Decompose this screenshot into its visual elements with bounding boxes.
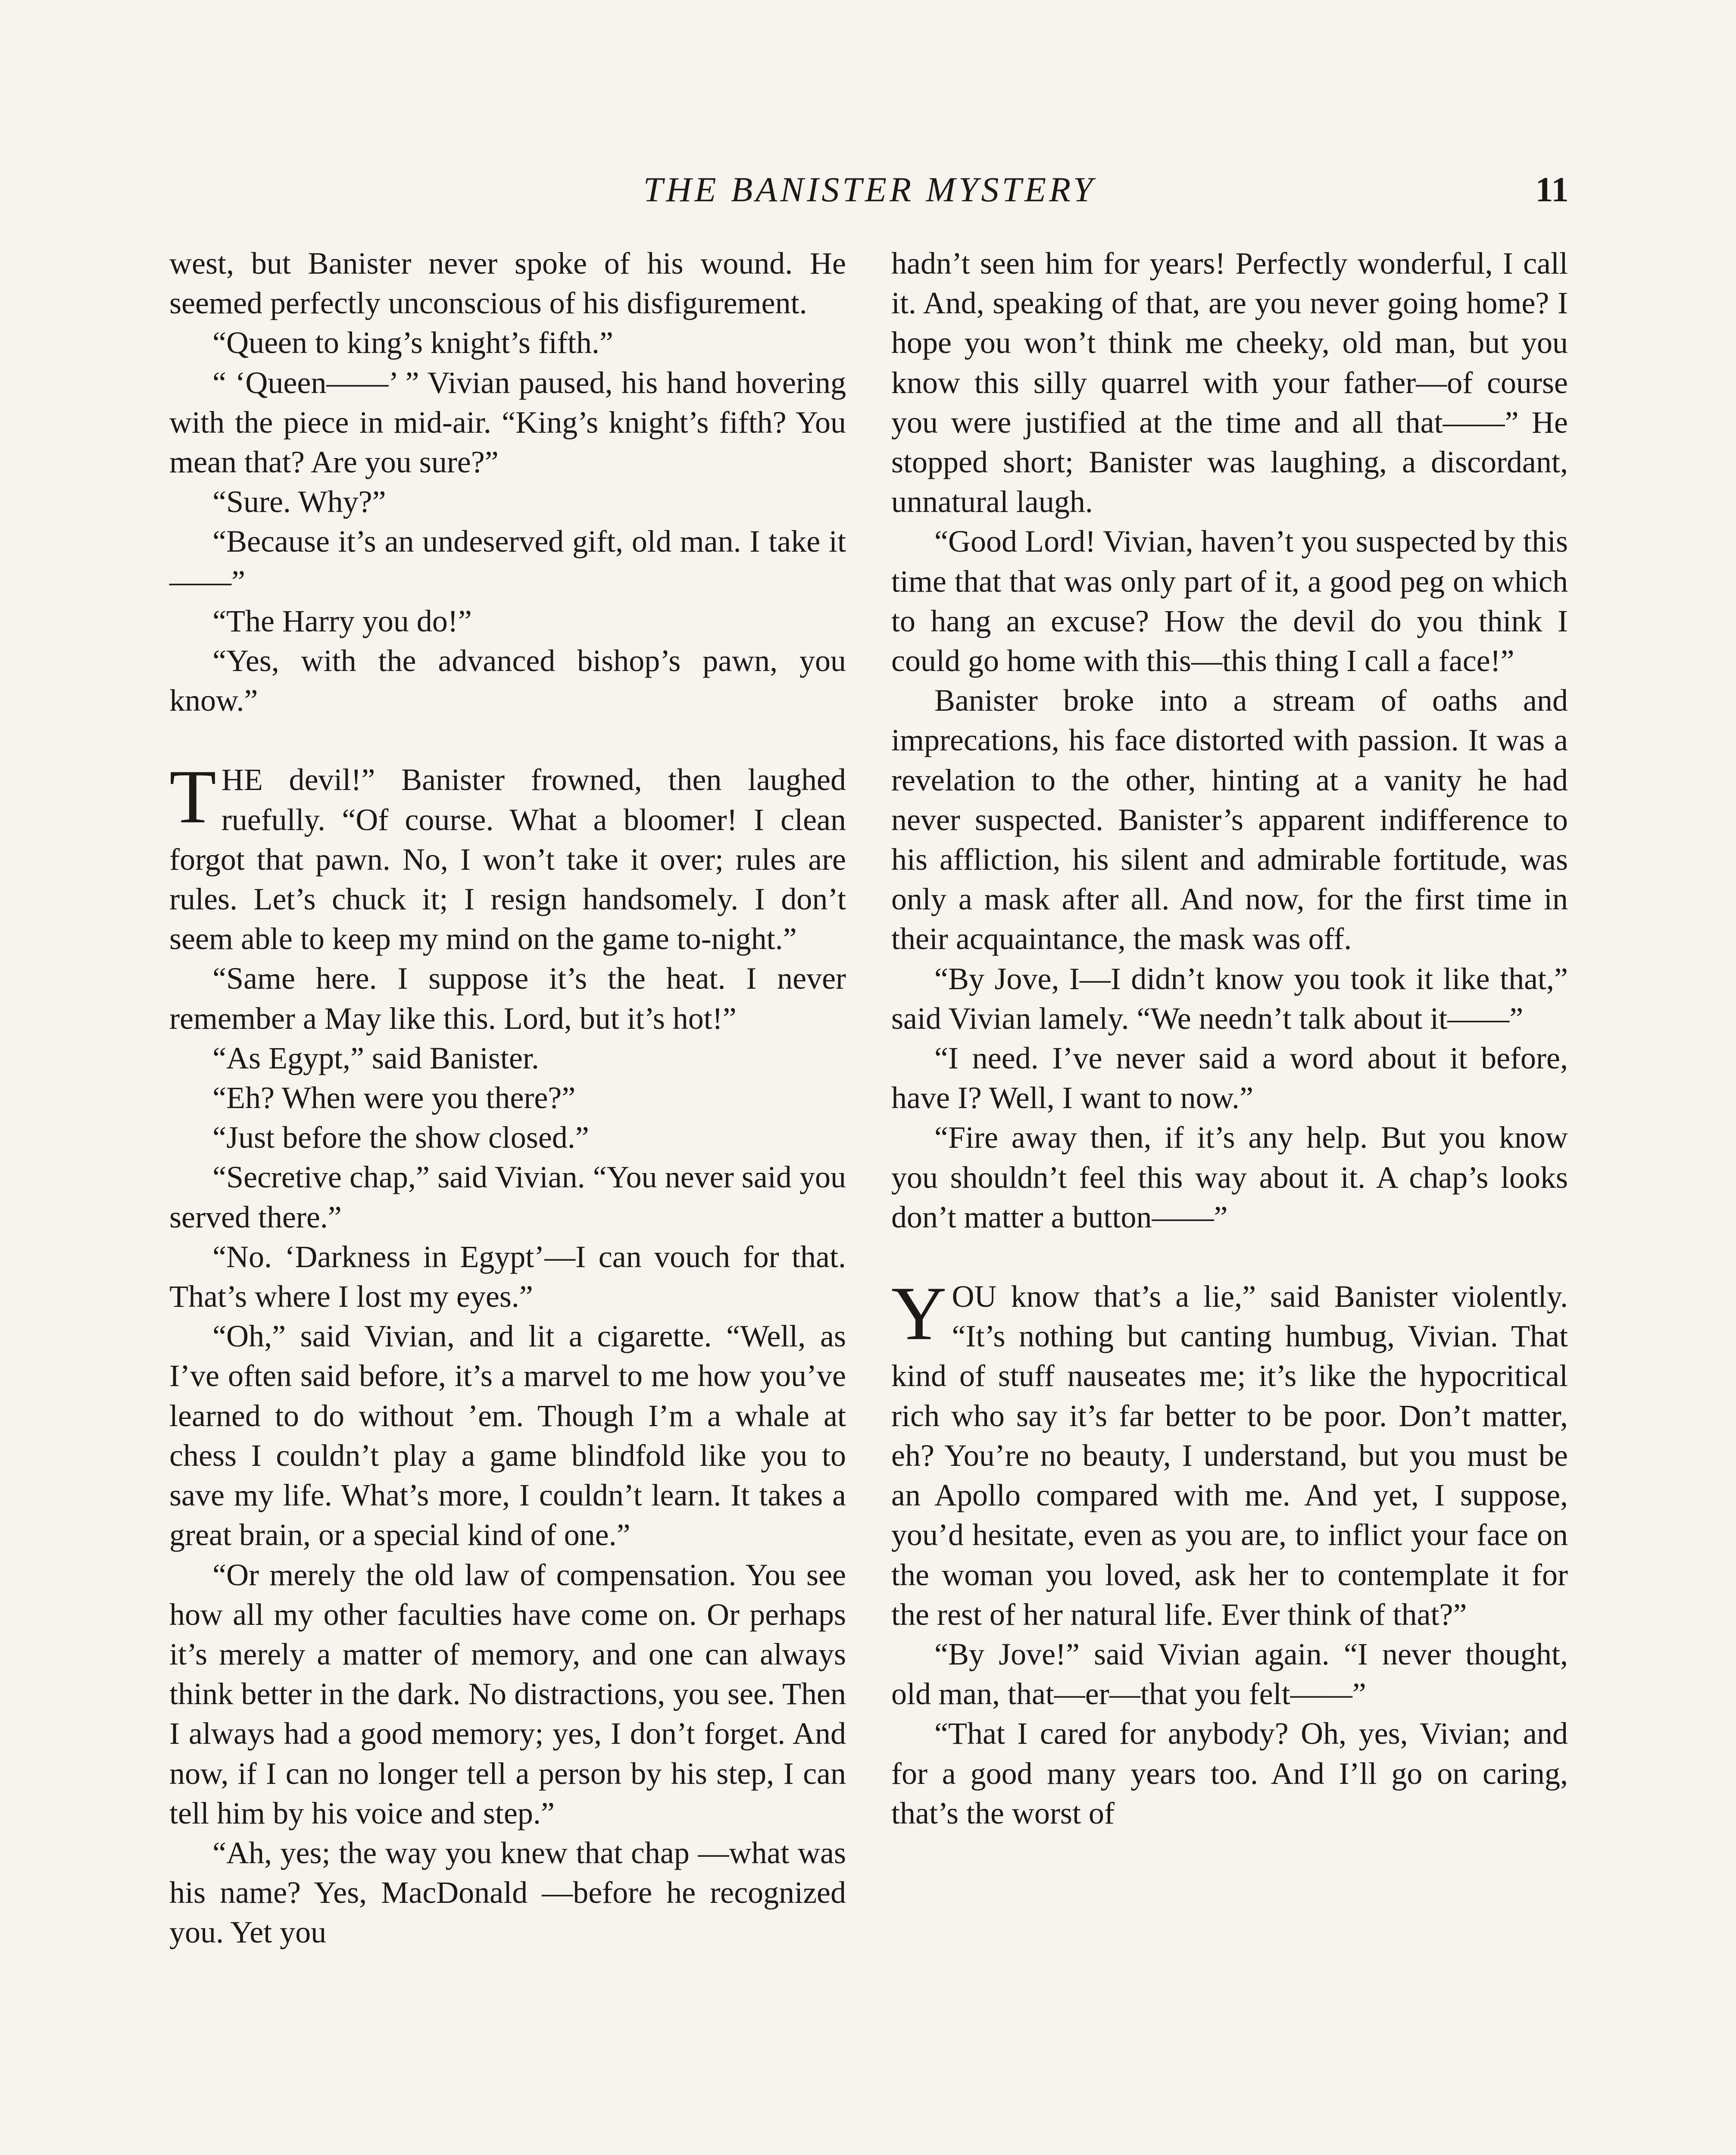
paragraph-text: HE devil!” Banister frowned, then laughed ruefully. “Of course. What a bloomer! I clean forgot that pawn. No, I won’t take it over; rules are rules. Let’s chuck it; I resign handsomely. I don’t seem able to keep my mind on the game to-night.”	[169, 762, 846, 956]
paragraph-text: OU know that’s a lie,” said Banister violently. “It’s nothing but canting humbug, Vivian. That kind of stuff nauseates me; it’s like the hypocritical rich who say it’s far better to be poor. Don’t matter, eh? You’re no beauty, I understand, but you must be an Apollo compared with me. And yet, I suppose, you’d hesitate, even as you are, to inflict your face on the woman you loved, ask her to contemplate it for the rest of her natural life. Ever think of that?”	[891, 1279, 1568, 1632]
left-column	[169, 244, 846, 1952]
paragraph: “Fire away then, if it’s any help. But you know you shouldn’t feel this way about it. A chap’s looks don’t matter a button——”	[891, 1120, 1568, 1234]
paragraph: “Queen to king’s knight’s fifth.”	[212, 325, 613, 360]
paragraph: “Same here. I suppose it’s the heat. I never remember a May like this. Lord, but it’s hot!”	[169, 961, 846, 1036]
paragraph: west, but Banister never spoke of his wound. He seemed perfectly unconscious of his disfigurement.	[169, 246, 846, 321]
paragraph: “That I cared for anybody? Oh, yes, Vivian; and for a good many years too. And I’ll go on caring, that’s the worst of	[891, 1716, 1568, 1830]
paragraph: “Oh,” said Vivian, and lit a cigarette. “Well, as I’ve often said before, it’s a marvel to me how you’ve learned to do without ’em. Though I’m a whale at chess I couldn’t play a game blindfold like you to save my life. What’s more, I couldn’t learn. It takes a great brain, or a special kind of one.”	[169, 1319, 846, 1552]
paragraph: “Just before the show closed.”	[212, 1120, 589, 1155]
drop-cap: Y	[891, 1271, 947, 1356]
paragraph: “As Egypt,” said Banister.	[212, 1040, 539, 1075]
paragraph: “Good Lord! Vivian, haven’t you suspected by this time that that was only part of it, a good peg on which to hang an excuse? How the devil do you think I could go home with this—this thing I call a face!”	[891, 524, 1568, 678]
paragraph: “Ah, yes; the way you knew that chap —what was his name? Yes, MacDonald —before he recognized you. Yet you	[169, 1835, 846, 1950]
section-opening-paragraph	[891, 1271, 1568, 1634]
paragraph: “By Jove, I—I didn’t know you took it like that,” said Vivian lamely. “We needn’t talk about it——”	[891, 961, 1568, 1036]
paragraph: hadn’t seen him for years! Perfectly wonderful, I call it. And, speaking of that, are you never going home? I hope you won’t think me cheeky, old man, but you know this silly quarrel with your father—of course you were justified at the time and all that——” He stopped short; Banister was laughing, a discordant, unnatural laugh.	[891, 246, 1568, 519]
paragraph: Banister broke into a stream of oaths and imprecations, his face distorted with passion. It was a revelation to the other, hinting at a vanity he had never suspected. Banister’s apparent indifference to his affliction, his silent and admirable fortitude, was only a mask after all. And now, for the first time in their acquaintance, the mask was off.	[891, 683, 1568, 956]
running-title: THE BANISTER MYSTERY	[643, 170, 1096, 209]
right-column	[891, 244, 1568, 1833]
paragraph: “Or merely the old law of compensation. You see how all my other faculties have come on. Or perhaps it’s merely a matter of memory, and one can always think better in the dark. No distractions, you see. Then I always had a good memory; yes, I don’t forget. And now, if I can no longer tell a person by his step, I can tell him by his voice and step.”	[169, 1557, 846, 1830]
paragraph: “ ‘Queen——’ ” Vivian paused, his hand hovering with the piece in mid-air. “King’s knight’s fifth? You mean that? Are you sure?”	[169, 365, 846, 480]
paragraph: “No. ‘Darkness in Egypt’—I can vouch for that. That’s where I lost my eyes.”	[169, 1239, 846, 1314]
paragraph: “Because it’s an undeserved gift, old man. I take it——”	[169, 524, 846, 599]
paragraph: “I need. I’ve never said a word about it before, have I? Well, I want to now.”	[891, 1041, 1568, 1115]
paragraph: “Yes, with the advanced bishop’s pawn, you know.”	[169, 643, 846, 718]
paragraph: “By Jove!” said Vivian again. “I never thought, old man, that—er—that you felt——”	[891, 1637, 1568, 1712]
drop-cap: T	[169, 754, 216, 840]
page-header	[170, 166, 1569, 213]
section-opening-paragraph	[169, 754, 846, 959]
paragraph: “The Harry you do!”	[212, 603, 472, 638]
paragraph: “Sure. Why?”	[212, 484, 386, 519]
page-number: 11	[1535, 170, 1569, 209]
paragraph: “Secretive chap,” said Vivian. “You never said you served there.”	[169, 1160, 846, 1234]
paragraph: “Eh? When were you there?”	[212, 1081, 576, 1115]
